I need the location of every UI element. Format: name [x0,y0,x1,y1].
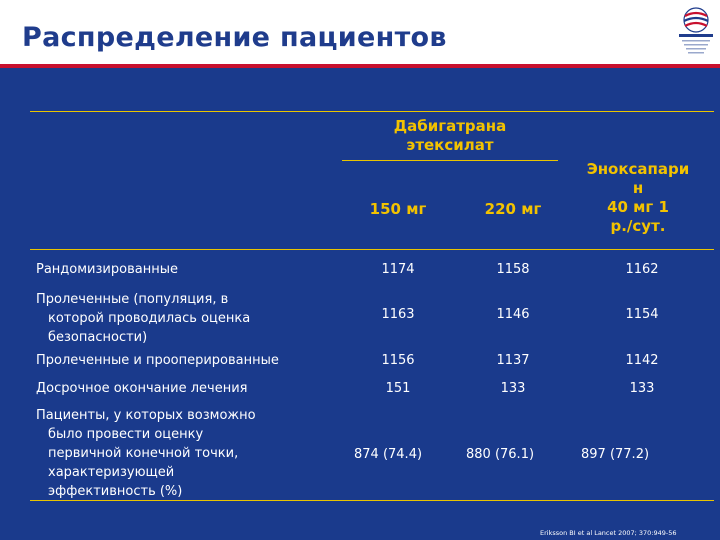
table-cell: 1137 [496,353,530,368]
slide-title: Распределение пациентов [22,22,447,53]
dose-150-header: 150 мг [369,200,427,218]
table-cell: 1154 [625,307,659,322]
table-cell: 1146 [496,307,530,322]
table-cell: 897 (77.2) [581,447,650,462]
table-top-rule [30,111,714,112]
table-cell: 880 (76.1) [466,447,535,462]
header-accent-stripe [0,64,720,68]
comparator-header-label: Эноксапари н 40 мг 1 р./сут. [586,160,690,235]
citation: Eriksson BI et al Lancet 2007; 370:949-56 [540,529,677,537]
table-cell: 1162 [625,262,659,277]
table-row-label: Пролеченные (популяция, в которой проводилась оценка безопасности) [36,292,251,345]
table-cell: 1142 [625,353,659,368]
dose-220-header: 220 мг [484,200,542,218]
slide-header [0,0,720,64]
table-row-label: Пролеченные и прооперированные [36,353,279,368]
table-cell: 1163 [381,307,415,322]
group-header-rule [342,160,558,161]
table-header-rule [30,249,714,250]
group-header-label: Дабигатрана этексилат [393,117,507,154]
table-cell: 874 (74.4) [354,447,423,462]
table-cell: 133 [500,381,526,396]
table-cell: 151 [385,381,411,396]
table-cell: 1174 [381,262,415,277]
table-row-label: Пациенты, у которых возможно было провести оценку первичной конечной точки, характеризующей эффективность (%) [36,408,256,499]
table-cell: 1156 [381,353,415,368]
renovar-globe-icon [676,4,716,62]
table-cell: 133 [629,381,655,396]
table-row-label: Досрочное окончание лечения [36,381,248,396]
table-cell: 1158 [496,262,530,277]
table-row-label: Рандомизированные [36,262,178,277]
